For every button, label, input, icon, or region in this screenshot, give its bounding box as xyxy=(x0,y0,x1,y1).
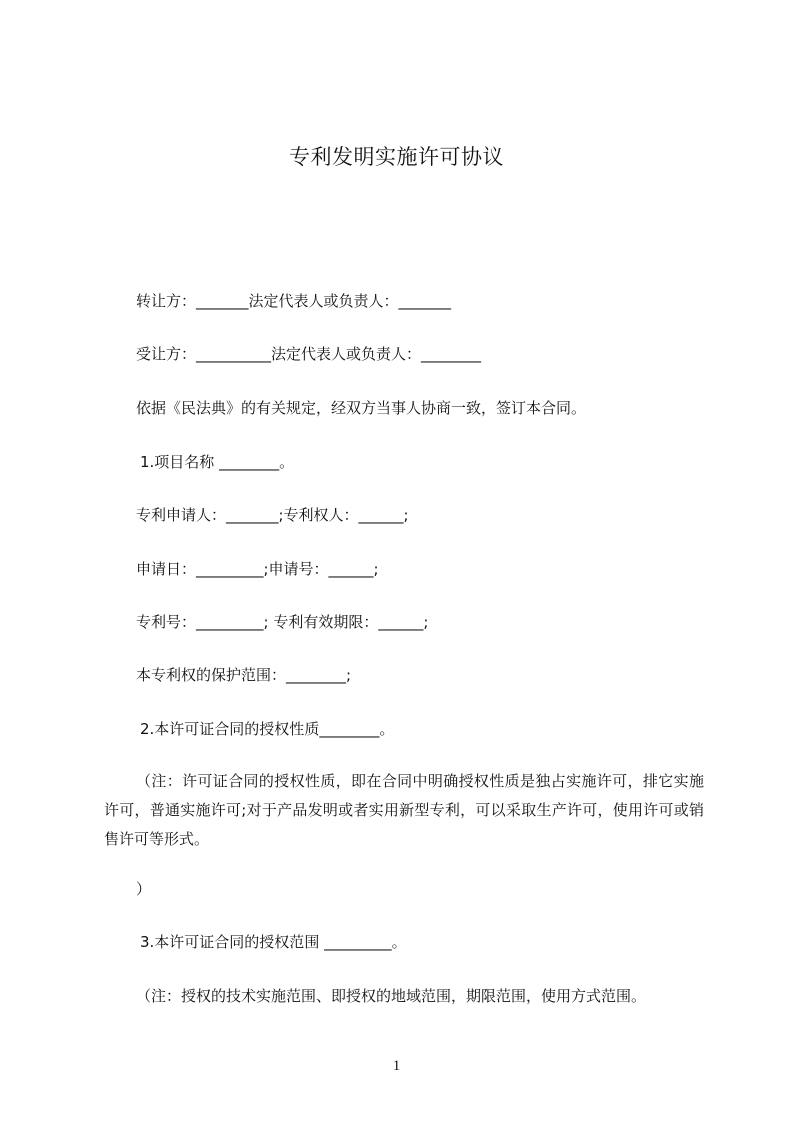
license-scope-note: （注：授权的技术实施范围、即授权的地域范围，期限范围，使用方式范围。 xyxy=(136,987,647,1005)
application-date-line: 申请日：_________;申请号：______; xyxy=(136,560,379,578)
transferor-line: 转让方：_______法定代表人或负责人：_______ xyxy=(136,292,452,310)
protection-scope-line: 本专利权的保护范围：________; xyxy=(136,666,352,684)
license-scope-line: 3.本许可证合同的授权范围 _________。 xyxy=(140,933,407,951)
note-closing-parenthesis: ） xyxy=(136,880,152,898)
document-title: 专利发明实施许可协议 xyxy=(289,145,504,169)
legal-basis-line: 依据《民法典》的有关规定，经双方当事人协商一致，签订本合同。 xyxy=(136,399,587,417)
license-nature-line: 2.本许可证合同的授权性质________。 xyxy=(140,720,395,738)
project-name-line: 1.项目名称 ________。 xyxy=(140,453,295,471)
license-nature-note: （注：许可证合同的授权性质，即在合同中明确授权性质是独占实施许可，排它实施许可，普通实施许可;对于产品发明或者实用新型专利，可以采取生产许可，使用许可或销售许可等形式。 xyxy=(104,772,704,848)
transferee-line: 受让方：__________法定代表人或负责人：________ xyxy=(136,345,482,363)
page-number: 1 xyxy=(392,1058,401,1074)
patent-number-line: 专利号：_________; 专利有效期限：______; xyxy=(136,613,429,631)
patent-applicant-line: 专利申请人：_______;专利权人：______; xyxy=(136,506,409,524)
